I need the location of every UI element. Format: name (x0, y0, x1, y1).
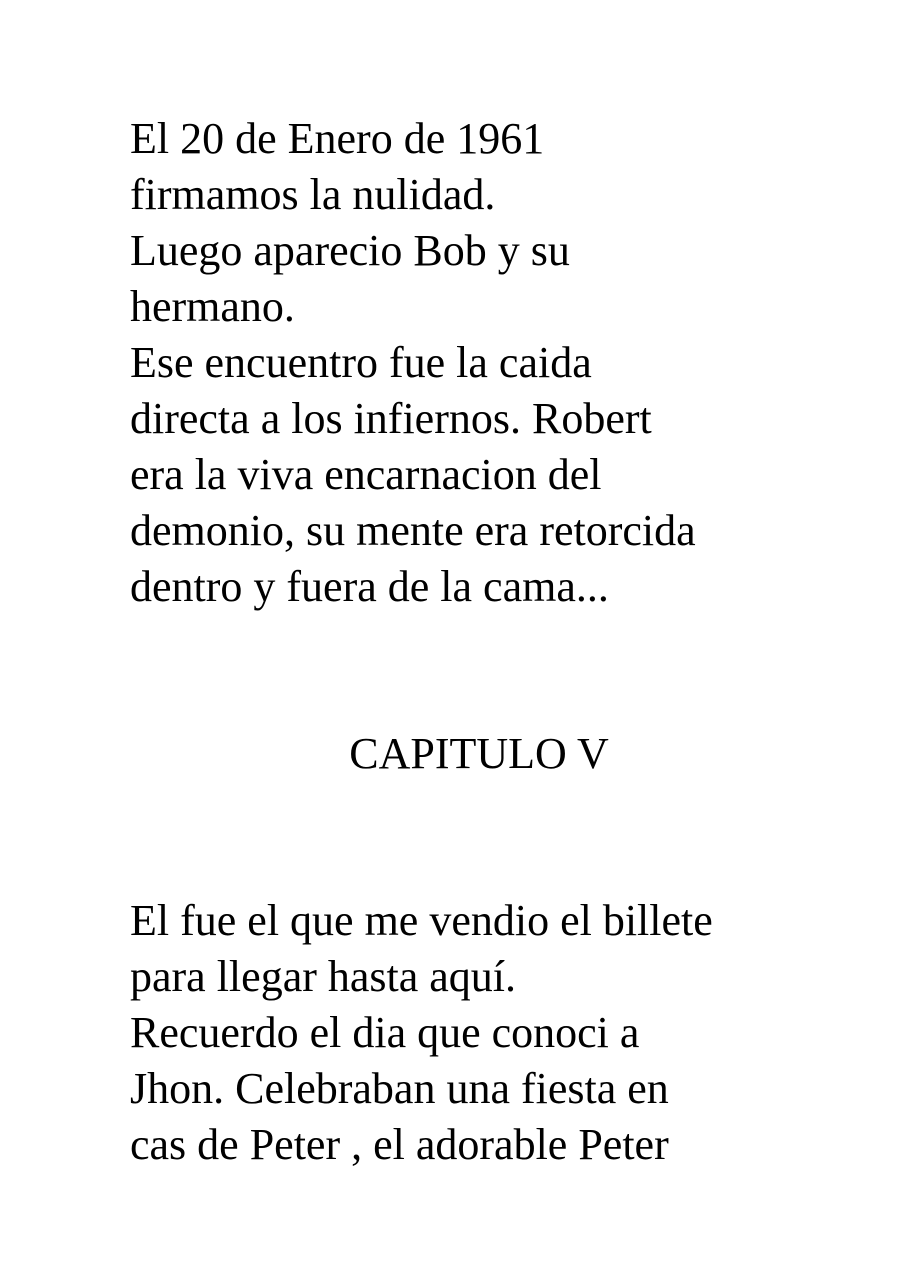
text-line: para llegar hasta aquí. (130, 952, 517, 1001)
text-line: cas de Peter , el adorable Peter (130, 1120, 669, 1169)
text-line: demonio, su mente era retorcida (130, 506, 696, 555)
text-line: El 20 de Enero de 1961 (130, 114, 545, 163)
text-line: dentro y fuera de la cama... (130, 562, 609, 611)
text-line: Ese encuentro fue la caida (130, 338, 592, 387)
text-line: firmamos la nulidad. (130, 170, 496, 219)
paragraph-after-chapter (130, 893, 830, 1173)
text-line: Jhon. Celebraban una fiesta en (130, 1064, 669, 1113)
text-line: era la viva encarnacion del (130, 450, 602, 499)
text-line: Luego aparecio Bob y su (130, 226, 570, 275)
paragraph-before-chapter (130, 111, 830, 615)
text-line: El fue el que me vendio el billete (130, 896, 713, 945)
text-line: directa a los infiernos. Robert (130, 394, 652, 443)
text-line: Recuerdo el dia que conoci a (130, 1008, 640, 1057)
chapter-heading: CAPITULO V (349, 729, 609, 778)
text-line: hermano. (130, 282, 295, 331)
